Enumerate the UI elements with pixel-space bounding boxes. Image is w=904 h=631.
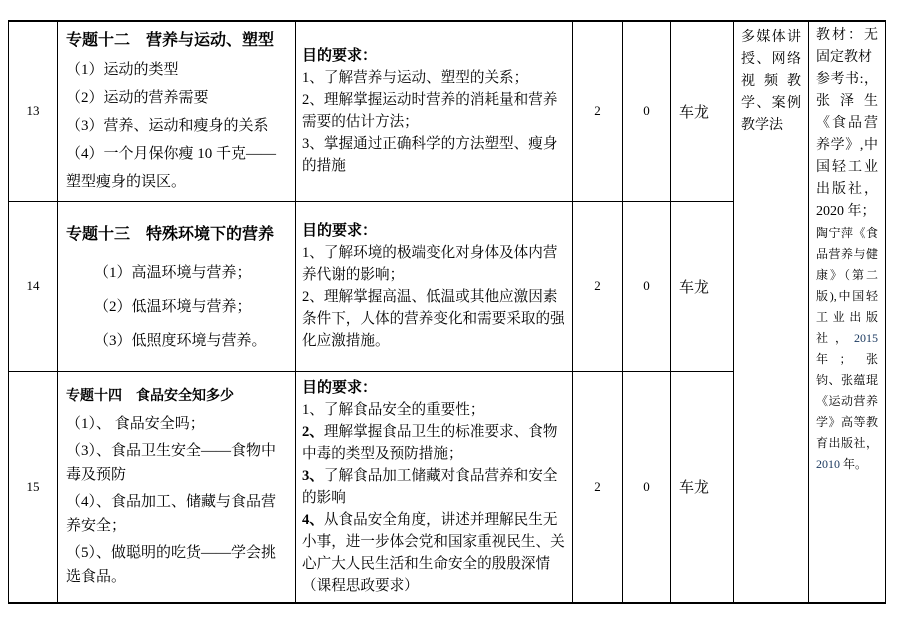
- teaching-methods-text: 多媒体讲授、网络视频教学、案例教学法: [741, 30, 801, 133]
- instructor-cell: 车龙: [671, 201, 734, 371]
- objective-item: [302, 465, 566, 509]
- reference-2-text: 陶宁萍《食品营养与健康》（第二版),中国轻工业出版社，: [816, 226, 878, 345]
- objective-item: [302, 509, 566, 597]
- topic-item: （5）、做聪明的吃货——学会挑选食品。: [66, 544, 277, 585]
- objective-text: 理解掌握食品卫生的标准要求、食物中毒的类型及预防措施；: [302, 423, 558, 462]
- objective-item: [302, 421, 566, 465]
- topic-item: （3）低照度环境与营养。: [94, 333, 267, 349]
- teaching-methods-cell: [734, 21, 809, 603]
- objective-prefix: 1、: [302, 401, 324, 418]
- topic-item: （3）、食品卫生安全——食物中毒及预防: [66, 442, 277, 483]
- topic-item: （2）运动的营养需要: [66, 90, 209, 107]
- theory-hours-cell: 2: [573, 371, 623, 603]
- objective-text: 掌握通过正确科学的方法塑型、瘦身的措施: [302, 136, 558, 175]
- year-2015: 2015: [854, 331, 878, 345]
- objective-item: [302, 89, 566, 133]
- objective-prefix: 2、: [302, 92, 324, 109]
- objective-prefix: 3、: [302, 467, 324, 484]
- reference-3-text: 年； 张钧、张蕴琨《运动营养学》高等教育出版社，: [816, 352, 878, 450]
- objectives-cell: [296, 21, 573, 201]
- objective-text: 理解掌握运动时营养的消耗量和营养需要的估计方法；: [302, 92, 558, 131]
- theory-hours-cell: 2: [573, 201, 623, 371]
- topic-title: 专题十二 营养与运动、塑型: [66, 32, 275, 50]
- year-2010: 2010: [816, 457, 840, 471]
- objective-text: 从食品安全角度，讲述并理解民生无小事，进一步体会党和国家重视民生、关心广大人民生活和生命安全的殷殷深情（课程思政要求）: [302, 511, 565, 594]
- objective-prefix: 3、: [302, 136, 324, 153]
- objective-text: 理解掌握高温、低温或其他应激因素条件下，人体的营养变化和需要采取的强化应激措施。: [302, 289, 565, 349]
- objective-item: [302, 242, 566, 286]
- objective-prefix: 1、: [302, 70, 324, 87]
- objective-text: 了解环境的极端变化对身体及体内营养代谢的影响；: [302, 245, 558, 283]
- objectives-heading: 目的要求：: [302, 223, 378, 239]
- objective-prefix: 2、: [302, 289, 324, 305]
- practice-hours-cell: 0: [623, 371, 671, 603]
- reference-2-3: [816, 223, 878, 475]
- topic-item: （4）一个月保你瘦 10 千克——塑型瘦身的误区。: [66, 146, 277, 191]
- topic-item: （3）营养、运动和瘦身的关系: [66, 118, 269, 135]
- objective-text: 了解食品安全的重要性；: [323, 401, 485, 418]
- reference-1: 参考书:，张泽生《食品营养学》,中国轻工业出版社，2020 年；: [816, 72, 878, 219]
- objectives-cell: [296, 201, 573, 371]
- practice-hours-cell: 0: [623, 201, 671, 371]
- topic-cell: [58, 371, 296, 603]
- topic-cell: [58, 201, 296, 371]
- objective-text: 了解食品加工储藏对食品营养和安全的影响: [302, 467, 558, 506]
- topic-title: 专题十三 特殊环境下的营养: [66, 226, 275, 243]
- practice-hours-cell: 0: [623, 21, 671, 201]
- theory-hours-cell: 2: [573, 21, 623, 201]
- objective-prefix: 2、: [302, 423, 324, 440]
- topic-item: （4）、食品加工、储藏与食品营养安全；: [66, 493, 277, 534]
- objective-text: 了解营养与运动、塑型的关系；: [323, 70, 529, 87]
- textbook-line: 教材：无固定教材: [816, 28, 878, 65]
- objective-prefix: 4、: [302, 511, 324, 528]
- topic-item: （1）高温环境与营养；: [94, 265, 252, 281]
- instructor-cell: 车龙: [671, 21, 734, 201]
- topic-title: 专题十四 食品安全知多少: [66, 388, 234, 404]
- objective-item: [302, 286, 566, 352]
- table-row-13: [9, 21, 886, 201]
- topic-cell: [58, 21, 296, 201]
- objective-item: [302, 67, 566, 89]
- materials-cell: [809, 21, 886, 603]
- objectives-heading: 目的要求：: [302, 48, 378, 65]
- reference-end: 年。: [843, 457, 868, 471]
- objective-prefix: 1、: [302, 245, 324, 261]
- topic-item: （1）运动的类型: [66, 62, 179, 79]
- row-number: 13: [9, 21, 58, 201]
- syllabus-table: [8, 20, 886, 604]
- objectives-cell: [296, 371, 573, 603]
- instructor-cell: 车龙: [671, 371, 734, 603]
- objective-item: [302, 133, 566, 177]
- row-number: 15: [9, 371, 58, 603]
- objective-item: [302, 399, 566, 421]
- topic-item: （2）低温环境与营养；: [94, 299, 252, 315]
- objectives-heading: 目的要求：: [302, 379, 378, 396]
- row-number: 14: [9, 201, 58, 371]
- topic-item: （1）、 食品安全吗；: [66, 415, 205, 432]
